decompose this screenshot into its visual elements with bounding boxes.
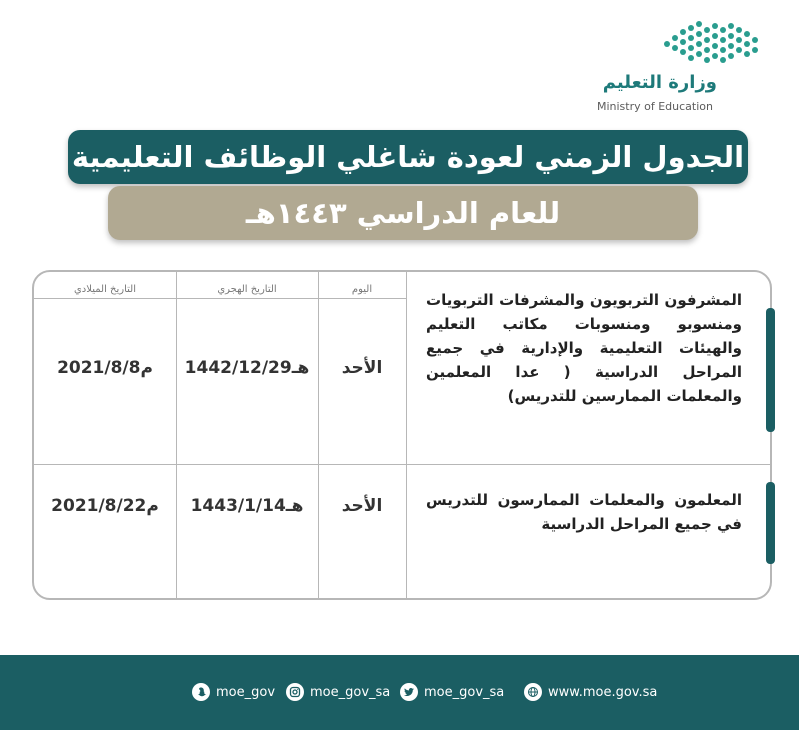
row-1-gregorian-date: 2021/8/8م — [57, 358, 153, 378]
header-day: اليوم — [351, 284, 373, 295]
logo-mark-icon — [657, 14, 767, 74]
logo-name-english: Ministry of Education — [596, 100, 713, 113]
footer-link-label: moe_gov_sa — [424, 684, 505, 700]
column-divider — [176, 272, 177, 598]
row-accent-bar — [766, 308, 775, 432]
row-1-hijri-date: 1442/12/29هـ — [184, 358, 310, 378]
row-2-description: المعلمون والمعلمات الممارسون للتدريس في جميع المراحل الدراسية — [426, 491, 742, 533]
footer-link-label: www.moe.gov.sa — [548, 684, 658, 700]
footer-link-label: moe_gov_sa — [310, 684, 391, 700]
page-subtitle: للعام الدراسي ١٤٤٣هـ — [108, 186, 698, 240]
row-1-description: المشرفون التربويون والمشرفات التربويات ومنسوبو ومنسوبات مكاتب التعليم والهيئات التعليمية والإدارية في جميع المراحل الدراسية ( عدا المعلمين والمعلمات الممارسين للتدريس) — [426, 291, 742, 405]
page-title: الجدول الزمني لعودة شاغلي الوظائف التعليمية — [68, 130, 748, 184]
column-divider — [406, 272, 407, 598]
footer-link-twitter[interactable] — [400, 681, 504, 703]
schedule-table — [32, 270, 772, 600]
row-divider — [34, 464, 770, 465]
row-1-day: الأحد — [341, 358, 383, 378]
row-accent-bar — [766, 482, 775, 564]
footer-link-website[interactable] — [524, 681, 657, 703]
header-gregorian-date: التاريخ الميلادي — [73, 284, 136, 295]
row-2-hijri-date: 1443/1/14هـ — [190, 496, 304, 516]
row-2-day: الأحد — [341, 496, 383, 516]
footer-link-snapchat[interactable] — [192, 681, 275, 703]
column-divider — [318, 272, 319, 598]
header-hijri-date: التاريخ الهجري — [217, 284, 277, 295]
logo-name-arabic: وزارة التعليم — [602, 72, 717, 93]
row-2-gregorian-date: 2021/8/22م — [51, 496, 159, 516]
footer-link-label: moe_gov — [216, 684, 276, 700]
snapchat-icon — [192, 683, 210, 701]
ministry-logo — [573, 10, 773, 120]
footer-link-instagram[interactable] — [286, 681, 390, 703]
twitter-icon — [400, 683, 418, 701]
instagram-icon — [286, 683, 304, 701]
globe-icon — [524, 683, 542, 701]
footer-bar — [0, 655, 799, 730]
header-divider — [34, 298, 406, 299]
